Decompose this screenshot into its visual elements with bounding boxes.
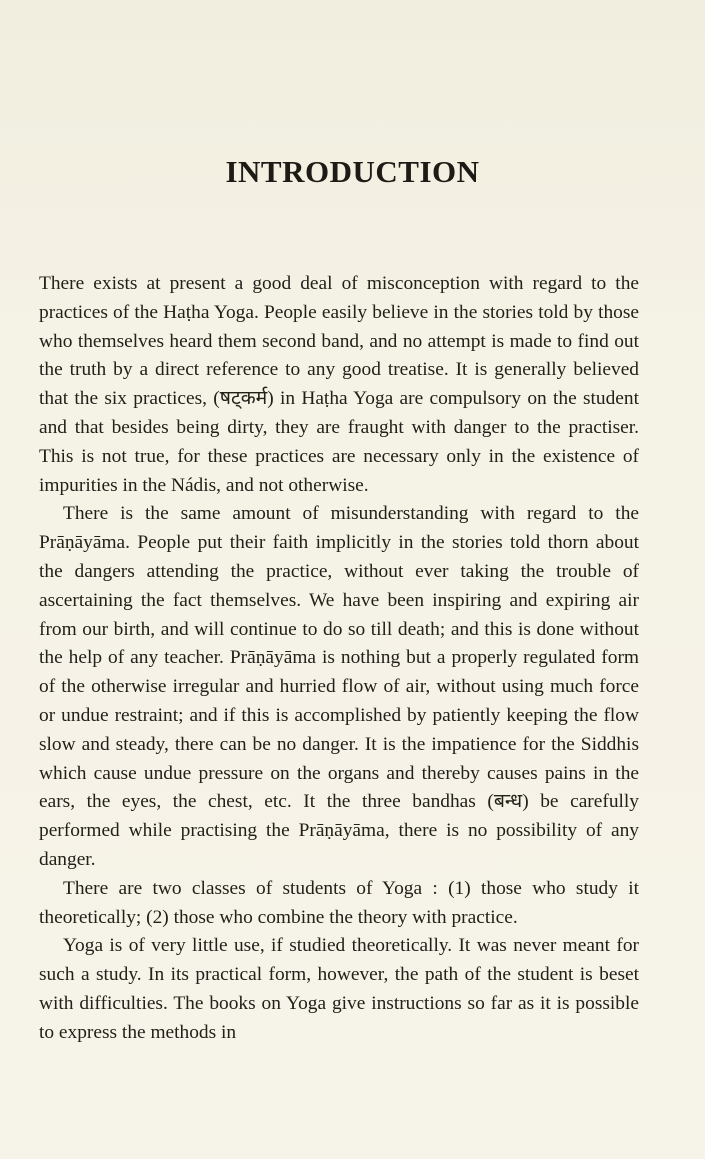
page-title: INTRODUCTION bbox=[225, 154, 480, 189]
paragraph-4: Yoga is of very little use, if studied theoretically. It was never meant for such a study. In its practical form, however, the path of the student is beset with difficulties. The books on Yoga give instructions so far as it is possible to express the methods in bbox=[39, 935, 639, 1043]
paragraph-3: There are two classes of students of Yoga : (1) those who study it theoretically; (2) those who combine the theory with practice. bbox=[39, 877, 639, 928]
body-text bbox=[39, 270, 639, 1048]
paragraph-1: There exists at present a good deal of misconception with regard to the practices of the Haṭha Yoga. People easily believe in the stories told by those who themselves heard them second band, and no attempt is made to find out the truth by a direct reference to any good treatise. It is generally believed that the six practices, (षट्कर्म) in Haṭha Yoga are compulsory on the student and that besides being dirty, they are fraught with danger to the practiser. This is not true, for these practices are necessary only in the existence of impurities in the Nádis, and not otherwise. bbox=[39, 273, 639, 496]
paragraph-2: There is the same amount of misunderstanding with regard to the Prāṇāyāma. People put their faith implicitly in the stories told thorn about the dangers attending the practice, without ever taking the trouble of ascertaining the fact themselves. We have been inspiring and expiring air from our birth, and will continue to do so till death; and this is done without the help of any teacher. Prāṇāyāma is nothing but a properly regulated form of the otherwise irregular and hurried flow of air, without using much force or undue restraint; and if this is accomplished by patiently keeping the flow slow and steady, there can be no danger. It is the impatience for the Siddhis which cause undue pressure on the organs and thereby causes pains in the ears, the eyes, the chest, etc. It the three bandhas (बन्ध) be carefully performed while practising the Prāṇāyāma, there is no possibility of any danger. bbox=[39, 503, 639, 870]
